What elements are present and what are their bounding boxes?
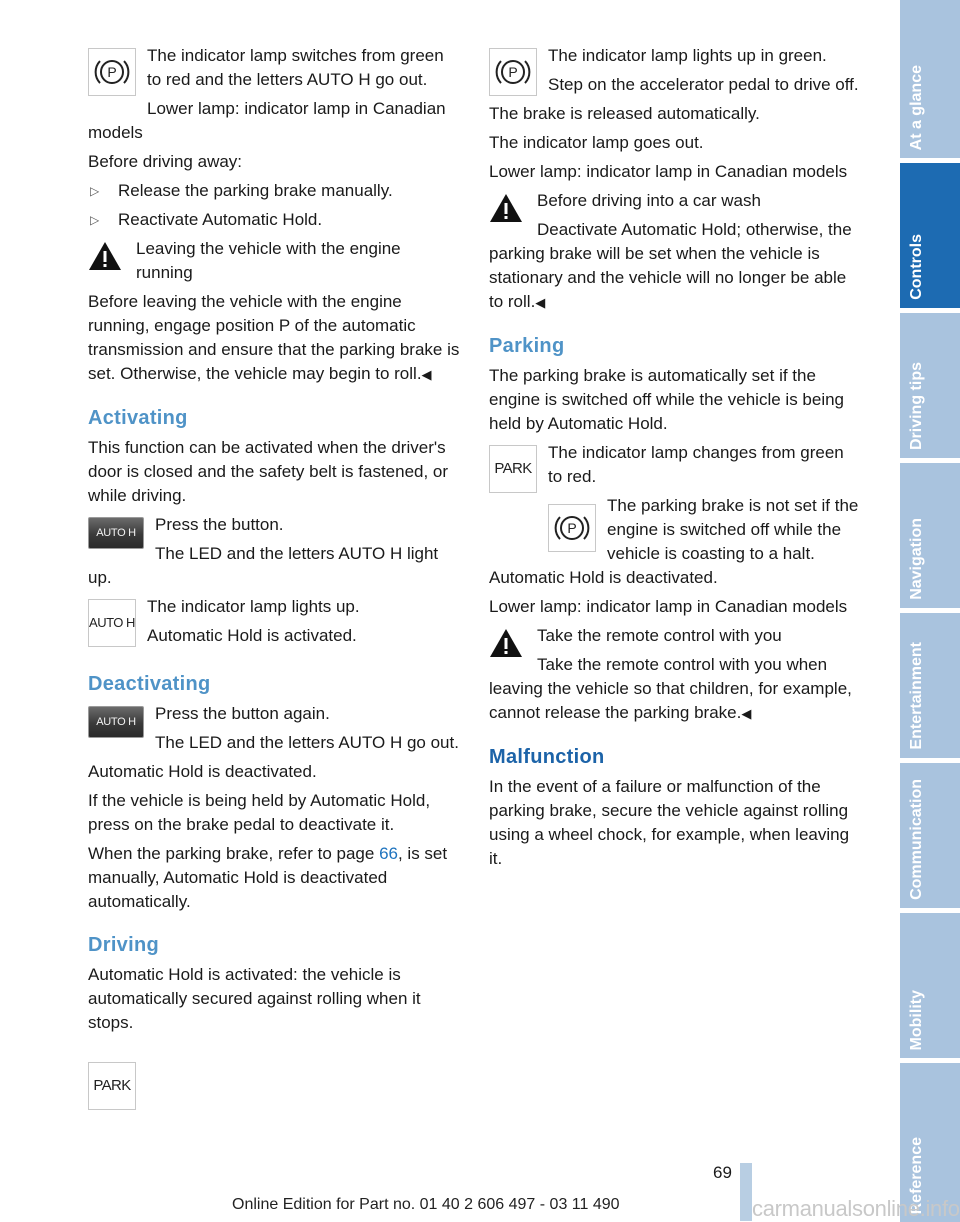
tab-navigation[interactable]: Navigation — [900, 463, 960, 608]
paragraph: This function can be activated when the driver's door is closed and the safety belt is fastened, or while driving. — [88, 438, 449, 505]
warning-icon — [88, 241, 122, 271]
parking-brake-lamp-icon — [548, 504, 596, 552]
paragraph: When the parking brake, refer to page 66, is set manually, Automatic Hold is deactivated automatically. — [88, 844, 448, 911]
page-marker-bar — [740, 1163, 752, 1221]
paragraph: Lower lamp: indicator lamp in Canadian models — [88, 99, 446, 142]
paragraph: The LED and the letters AUTO H light up. — [88, 544, 439, 587]
paragraph: The indicator lamp lights up in green. — [548, 46, 827, 65]
paragraph: Press the button again. — [155, 704, 330, 723]
tab-driving-tips[interactable]: Driving tips — [900, 313, 960, 458]
watermark: carmanualsonline.info — [752, 1196, 960, 1221]
auto-h-button-icon: AUTO H — [88, 517, 144, 549]
paragraph: Lower lamp: indicator lamp in Canadian models — [489, 597, 848, 616]
warning-icon — [489, 193, 523, 223]
paragraph: Automatic Hold is activated: the vehicle is automatically secured against rolling when it stops. — [88, 965, 421, 1032]
paragraph: Step on the accelerator pedal to drive off. — [548, 75, 859, 94]
left-column — [88, 44, 462, 1114]
parking-brake-lamp-icon — [88, 48, 136, 96]
paragraph: The indicator lamp switches from green to red and the letters AUTO H go out. — [147, 46, 444, 89]
tab-communication[interactable]: Communication — [900, 763, 960, 908]
section-heading: Driving — [88, 934, 159, 956]
paragraph: Automatic Hold is deactivated. — [88, 762, 317, 781]
list-item: ▷ Release the parking brake manually. — [88, 179, 462, 203]
end-mark-icon: ◀ — [741, 706, 752, 721]
svg-text:P: P — [107, 64, 117, 80]
section-heading: Deactivating — [88, 673, 211, 695]
tab-reference[interactable]: Reference — [900, 1063, 960, 1222]
warning-title: Before driving into a car wash — [537, 191, 761, 210]
svg-text:P: P — [567, 520, 577, 536]
paragraph: The parking brake is not set if the engine is switched off while the vehicle is coasting to a halt. Automatic Hold is deactivated. — [489, 496, 859, 587]
tab-mobility[interactable]: Mobility — [900, 913, 960, 1058]
paragraph: The indicator lamp changes from green to red. — [548, 443, 844, 486]
end-mark-icon: ◀ — [535, 295, 546, 310]
paragraph: Press the button. — [155, 515, 284, 534]
warning-icon — [489, 628, 523, 658]
paragraph: The brake is released automatically. — [489, 104, 760, 123]
paragraph: Automatic Hold is activated. — [147, 626, 357, 645]
park-lamp-icon: PARK — [88, 1062, 136, 1110]
tab-entertainment[interactable]: Entertainment — [900, 613, 960, 758]
right-column — [489, 44, 862, 876]
section-heading: Malfunction — [489, 746, 605, 768]
tab-at-a-glance[interactable]: At a glance — [900, 0, 960, 158]
svg-text:P: P — [508, 64, 518, 80]
paragraph: Before driving away: — [88, 152, 243, 171]
auto-h-lamp-icon: AUTO H — [88, 599, 136, 647]
page-link[interactable]: 66 — [379, 844, 398, 863]
chapter-tabs — [900, 0, 960, 1222]
paragraph: The LED and the letters AUTO H go out. — [155, 733, 459, 752]
tab-controls[interactable]: Controls — [900, 163, 960, 308]
paragraph: The indicator lamp goes out. — [489, 133, 704, 152]
paragraph: The parking brake is automatically set if the engine is switched off while the vehicle is being held by Automatic Hold. — [489, 366, 845, 433]
bullet-triangle-icon: ▷ — [90, 184, 100, 198]
footer-text: Online Edition for Part no. 01 40 2 606 497 - 03 11 490 — [232, 1196, 620, 1213]
bullet-triangle-icon: ▷ — [90, 213, 100, 227]
list-item: ▷ Reactivate Automatic Hold. — [88, 208, 462, 232]
warning-title: Leaving the vehicle with the engine running — [136, 239, 401, 282]
paragraph: If the vehicle is being held by Automatic Hold, press on the brake pedal to deactivate it. — [88, 791, 431, 834]
park-lamp-icon: PARK — [489, 445, 537, 493]
paragraph: In the event of a failure or malfunction of the parking brake, secure the vehicle against rolling using a wheel chock, for example, when leaving it. — [489, 777, 850, 868]
section-heading: Parking — [489, 335, 565, 357]
warning-text: Take the remote control with you when leaving the vehicle so that children, for example, cannot release the parking brake.◀ — [489, 655, 852, 722]
section-heading: Activating — [88, 407, 188, 429]
warning-text: Before leaving the vehicle with the engine running, engage position P of the automatic transmission and ensure that the parking brake is set. Otherwise, the vehicle may begin to roll.◀ — [88, 292, 460, 383]
end-mark-icon: ◀ — [421, 367, 432, 382]
warning-title: Take the remote control with you — [537, 626, 782, 645]
parking-brake-lamp-icon — [489, 48, 537, 96]
warning-text: Deactivate Automatic Hold; otherwise, the parking brake will be set when the vehicle is stationary and the vehicle will no longer be able to roll.◀ — [489, 220, 852, 311]
auto-h-button-icon: AUTO H — [88, 706, 144, 738]
bullet-list — [88, 179, 462, 232]
paragraph: Lower lamp: indicator lamp in Canadian models — [489, 162, 848, 181]
paragraph: The indicator lamp lights up. — [147, 597, 360, 616]
page-number: 69 — [713, 1163, 732, 1182]
